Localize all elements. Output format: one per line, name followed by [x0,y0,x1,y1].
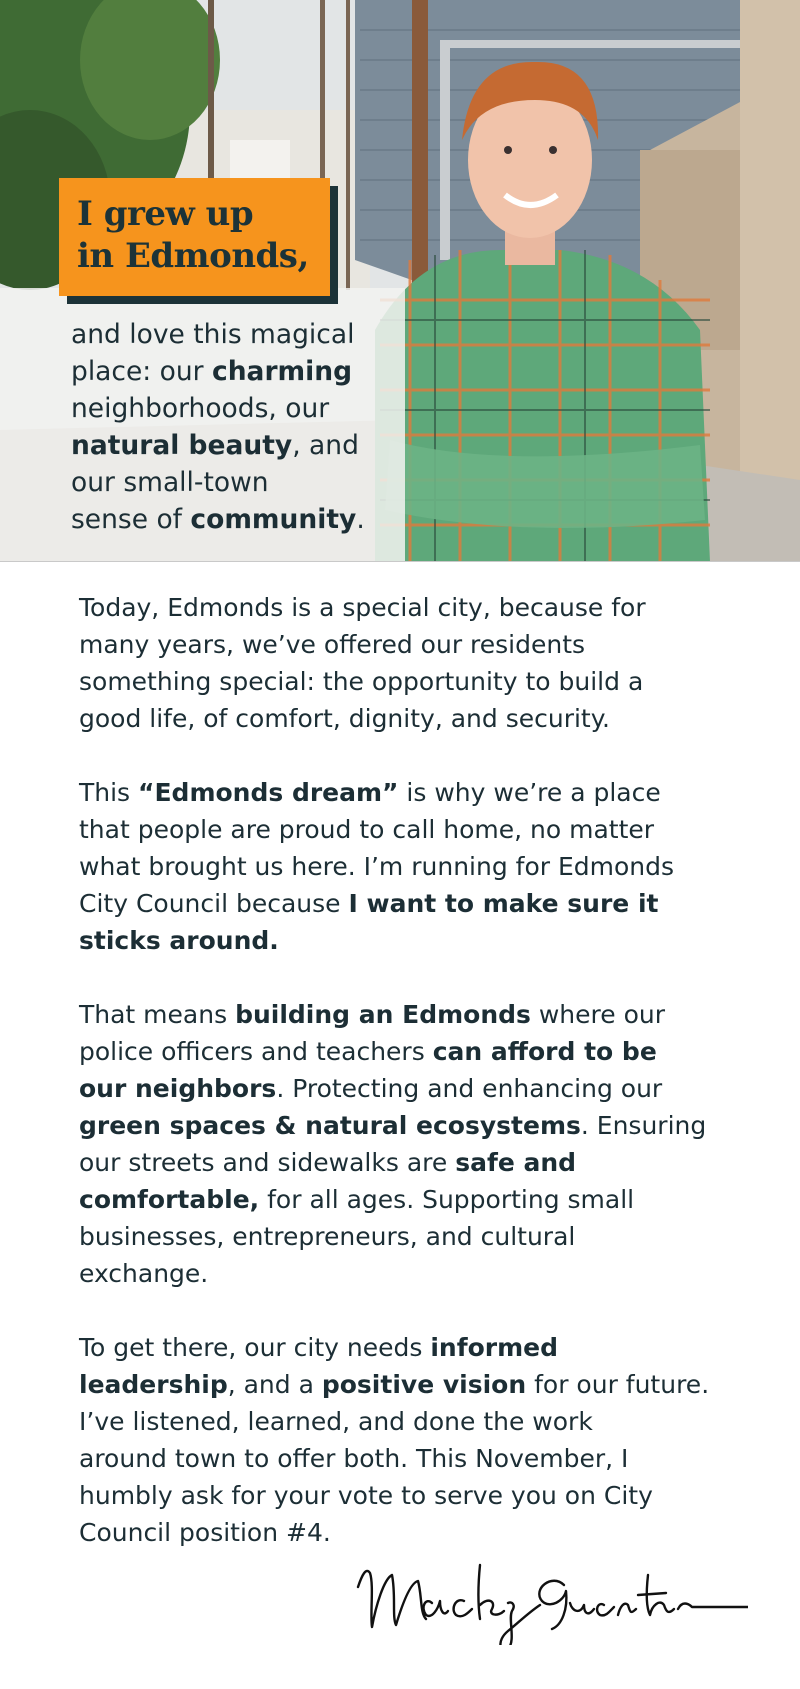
intro-paragraph [71,316,391,538]
text: where our [530,1000,666,1029]
body-line [79,1366,759,1403]
bold-text: sticks around. [79,926,279,955]
hero-photo [0,0,800,562]
bold-text: natural beauty [71,430,293,461]
body-line [79,1477,759,1514]
body-line [79,1070,759,1107]
body-line [79,589,759,626]
text: police officers and teachers [79,1037,433,1066]
body-copy [79,589,759,1588]
text: . Ensuring [580,1111,707,1140]
body-line [79,848,759,885]
text: for all ages. Supporting small [259,1185,635,1214]
bold-text: I want to make sure it [348,889,659,918]
text: our streets and sidewalks are [79,1148,456,1177]
text: humbly ask for your vote to serve you on City [79,1481,653,1510]
bold-text: our neighbors [79,1074,277,1103]
body-paragraph [79,996,759,1292]
body-line [79,996,759,1033]
body-line [79,1181,759,1218]
body-line [79,1033,759,1070]
text: what brought us here. I’m running for Edmonds [79,852,675,881]
body-line [79,885,759,922]
bold-text: charming [211,356,353,387]
intro-line [71,316,391,353]
text: . Protecting and enhancing our [276,1074,663,1103]
text: that people are proud to call home, no matter [79,815,655,844]
text: exchange. [79,1259,209,1288]
body-line [79,1107,759,1144]
text: Today, Edmonds is a special city, because for [79,593,646,622]
text: around town to offer both. This November, I [79,1444,629,1473]
handwritten-signature [348,1545,748,1645]
body-line [79,774,759,811]
body-line [79,1144,759,1181]
intro-line [71,427,391,464]
bold-text: community [190,504,357,535]
text: . [356,504,365,535]
text: businesses, entrepreneurs, and cultural [79,1222,576,1251]
divider [0,561,800,562]
intro-line [71,390,391,427]
text: our small-town [71,467,269,498]
body-line [79,811,759,848]
body-paragraph [79,1329,759,1551]
headline-banner [59,178,330,296]
body-line [79,1440,759,1477]
body-line [79,1255,759,1292]
bold-text: building an Edmonds [235,1000,531,1029]
bold-text: green spaces & natural ecosystems [79,1111,581,1140]
text: , and [292,430,359,461]
intro-line [71,464,391,501]
bold-text: comfortable, [79,1185,260,1214]
text: That means [79,1000,236,1029]
body-line [79,663,759,700]
bold-text: “Edmonds dream” [138,778,399,807]
text: and love this magical [71,319,355,350]
body-line [79,1329,759,1366]
bold-text: safe and [455,1148,577,1177]
intro-line [71,353,391,390]
body-paragraph [79,774,759,959]
body-line [79,626,759,663]
body-paragraph [79,589,759,737]
text: sense of [71,504,191,535]
text: something special: the opportunity to build a [79,667,644,696]
text: City Council because [79,889,349,918]
text: To get there, our city needs [79,1333,431,1362]
body-line [79,1218,759,1255]
body-line [79,922,759,959]
text: for our future. [526,1370,710,1399]
text: is why we’re a place [398,778,661,807]
body-line [79,1403,759,1440]
text: good life, of comfort, dignity, and security. [79,704,610,733]
text: , and a [227,1370,322,1399]
bold-text: can afford to be [432,1037,657,1066]
bold-text: informed [430,1333,558,1362]
bold-text: positive vision [321,1370,527,1399]
text: Council position #4. [79,1518,331,1547]
text: place: our [71,356,212,387]
headline-line-1: I grew up [77,194,254,234]
text: neighborhoods, our [71,393,330,424]
body-line [79,700,759,737]
text: many years, we’ve offered our residents [79,630,586,659]
text: I’ve listened, learned, and done the work [79,1407,593,1436]
bold-text: leadership [79,1370,228,1399]
intro-line [71,501,391,538]
headline-line-2: in Edmonds, [77,236,309,276]
text: This [79,778,139,807]
